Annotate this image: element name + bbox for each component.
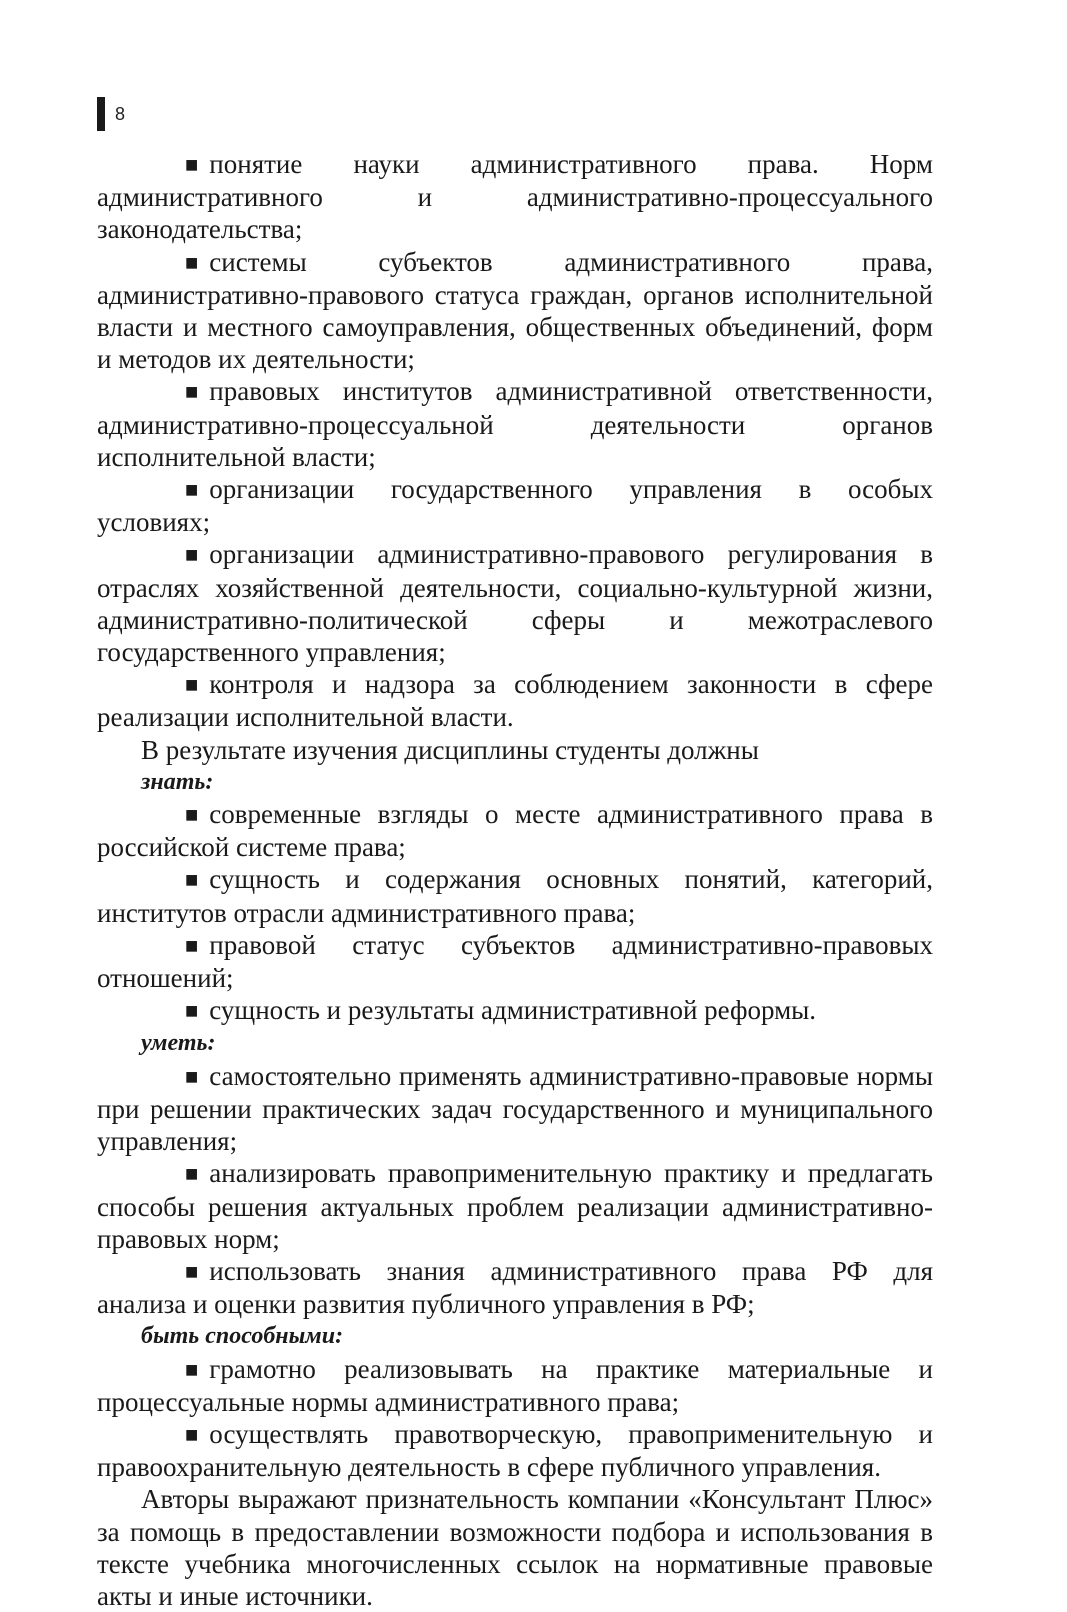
list-item <box>97 148 933 246</box>
paragraph-text: грамотно реализовывать на практике материальные и процессуальные нормы административного права; <box>97 1353 933 1417</box>
list-item <box>97 863 933 928</box>
bullet-icon: ■ <box>185 152 199 177</box>
list-item <box>97 994 933 1027</box>
bullet-icon: ■ <box>185 867 199 893</box>
paragraph-text: использовать знания административного права РФ для анализа и оценки развития публичного управления в РФ; <box>97 1255 933 1320</box>
list-item <box>97 1157 933 1255</box>
bullet-icon: ■ <box>185 998 199 1024</box>
paragraph-text: правовой статус субъектов административно-правовых отношений; <box>97 929 933 994</box>
list-item <box>97 1353 933 1418</box>
list-item <box>97 1418 933 1483</box>
intro-paragraph <box>97 734 933 766</box>
bullet-icon: ■ <box>185 802 199 828</box>
list-item <box>97 929 933 994</box>
bullet-icon: ■ <box>185 477 199 503</box>
section-heading-know: знать: <box>141 768 214 795</box>
list-item <box>97 1060 933 1158</box>
paragraph-text: понятие науки административного права. Норм административного и административно-процессуального законодательства; <box>97 149 933 245</box>
page-header <box>97 97 125 131</box>
bullet-icon: ■ <box>185 1258 199 1284</box>
paragraph-text: организации государственного управления в особых условиях; <box>97 474 933 538</box>
list-item <box>97 246 933 376</box>
paragraph-text: анализировать правоприменительную практику и предлагать способы решения актуальных проблем реализации административно-правовых норм; <box>97 1158 933 1254</box>
acknowledgement-paragraph <box>97 1483 933 1612</box>
list-item <box>97 1255 933 1320</box>
paragraph-text: правовых институтов административной ответственности, административно-процессуальной деятельности органов исполнительной власти; <box>97 376 933 472</box>
bullet-icon: ■ <box>185 1421 199 1447</box>
paragraph-text: осуществлять правотворческую, правоприменительную и правоохранительную деятельность в сфере публичного управления. <box>97 1418 933 1483</box>
paragraph-text: сущность и содержания основных понятий, категорий, институтов отрасли административного права; <box>97 864 933 928</box>
section-heading-be-capable: быть способными: <box>141 1323 344 1350</box>
bullet-icon: ■ <box>185 1356 199 1382</box>
bullet-icon: ■ <box>185 672 199 698</box>
section-heading-be-able: уметь: <box>141 1030 216 1057</box>
list-item <box>97 538 933 668</box>
paragraph-text: контроля и надзора за соблюдением законности в сфере реализации исполнительной власти. <box>97 669 933 733</box>
paragraph-text: самостоятельно применять административно-правовые нормы при решении практических задач государственного и муниципального управления; <box>97 1060 933 1157</box>
header-marker <box>97 97 105 131</box>
bullet-icon: ■ <box>185 249 199 275</box>
bullet-icon: ■ <box>185 1161 199 1187</box>
paragraph-text: Авторы выражают признательность компании «Консультант Плюс» за помощь в предоставлении возможности подбора и использования в тексте учебника многочисленных ссылок на нормативные правовые акты и иные источники. <box>97 1484 933 1611</box>
paragraph-text: В результате изучения дисциплины студенты должны <box>141 734 759 765</box>
bullet-icon: ■ <box>185 379 199 405</box>
paragraph-text: современные взгляды о месте административного права в российской системе права; <box>97 799 933 863</box>
list-item <box>97 668 933 733</box>
list-item <box>97 375 933 473</box>
paragraph-text: сущность и результаты административной реформы. <box>209 995 817 1026</box>
list-item <box>97 473 933 538</box>
page-number: 8 <box>115 103 126 124</box>
bullet-icon: ■ <box>185 932 199 958</box>
list-item <box>97 798 933 863</box>
bullet-icon: ■ <box>185 542 199 568</box>
paragraph-text: организации административно-правового регулирования в отраслях хозяйственной деятельности, социально-культурной жизни, административно-политической сферы и межотраслевого государственного управления; <box>97 539 933 668</box>
paragraph-text: системы субъектов административного права, административно-правового статуса граждан, органов исполнительной власти и местного самоуправления, общественных объединений, форм и методов их деятельности; <box>97 246 933 375</box>
page-body <box>97 148 933 1612</box>
bullet-icon: ■ <box>185 1063 199 1089</box>
